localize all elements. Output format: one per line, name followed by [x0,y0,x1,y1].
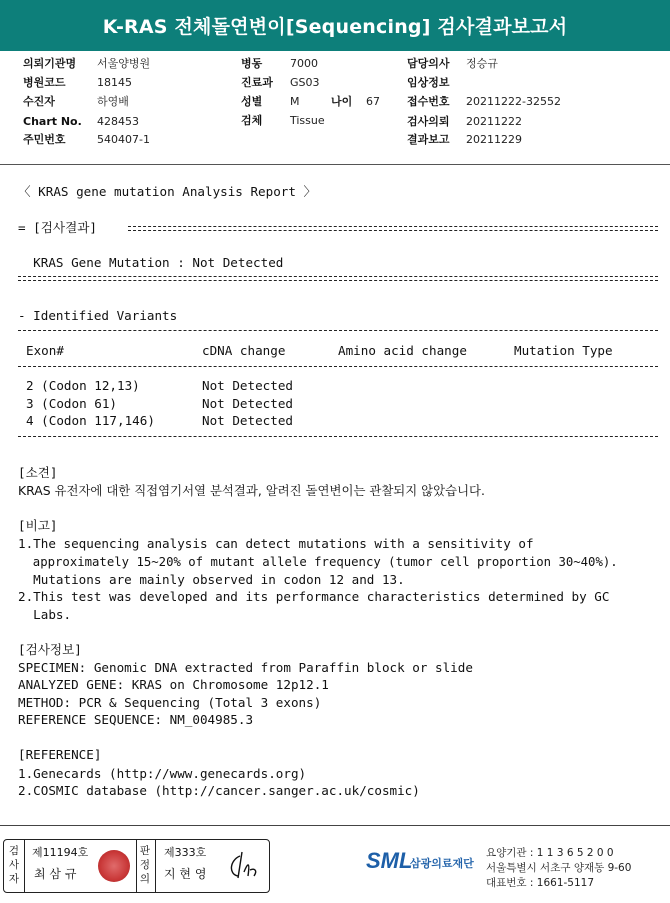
remark-line: Mutations are mainly observed in codon 12 and 13. [18,572,405,587]
patient-value: 하영배 [97,95,129,108]
table-bottom-rule [18,436,658,437]
org-address: 서울특별시 서초구 양재동 9-60 [486,862,632,874]
sml-logo: SML [366,848,413,873]
resident-no-value: 540407-1 [97,133,150,146]
table-row-exon: 2 (Codon 12,13) [26,378,140,393]
org-phone: 대표번호 : 1661-5117 [486,877,595,889]
ward-label: 병동 [241,57,263,70]
result-section-heading: = [검사결과] [18,220,105,235]
remark-line: approximately 15~20% of mutant allele frequency (tumor cell proportion 30~40%). [18,555,618,569]
specimen-value: Tissue [290,114,325,127]
title-bar [0,0,670,51]
opinion-text: KRAS 유전자에 대한 직접염기서열 분석결과, 알려진 돌연변이는 관찰되지 않았습니다. [18,483,485,498]
chart-no-value: 428453 [97,115,139,128]
age-value: 67 [366,95,380,108]
header-exon: Exon# [26,343,64,358]
table-top-rule [18,330,658,331]
report-heading: 〈 KRAS gene mutation Analysis Report 〉 [18,184,317,199]
result-line: KRAS Gene Mutation : Not Detected [18,255,284,270]
test-info-line: METHOD: PCR & Sequencing (Total 3 exons) [18,695,322,710]
checker-license-no: 제333호 [164,846,207,859]
organization-name: 삼광의료재단 [410,857,474,870]
resident-no-label: 주민번호 [23,133,66,146]
specimen-label: 검체 [241,114,263,127]
test-info-line: REFERENCE SEQUENCE: NM_004985.3 [18,712,254,727]
table-row-cdna: Not Detected [202,378,293,393]
reference-line: 1.Genecards (http://www.genecards.org) [18,766,307,781]
inspector-seal [98,850,130,882]
result-section-rule [128,226,658,231]
reference-heading: [REFERENCE] [18,747,102,762]
receipt-no-value: 20211222-32552 [466,95,561,108]
report-title: K-RAS 전체돌연변이[Sequencing] 검사결과보고서 [102,16,568,38]
department-value: GS03 [290,76,320,89]
table-row-cdna: Not Detected [202,413,293,428]
test-info-heading: [검사정보] [18,642,82,657]
sex-label: 성별 [241,95,263,108]
hospital-code-label: 병원코드 [23,76,66,89]
checker-name: 지 현 영 [164,867,207,881]
institution-value: 서울양병원 [97,57,151,70]
divider [24,840,25,892]
opinion-heading: [소견] [18,465,58,480]
remark-line: 2.This test was developed and its performance characteristics determined by GC [18,589,610,604]
sex-value: M [290,95,300,108]
chart-no-label: Chart No. [23,115,82,128]
table-row-exon: 3 (Codon 61) [26,396,117,411]
reference-line: 2.COSMIC database (http://cancer.sanger.ac.uk/cosmic) [18,783,420,798]
header-cdna: cDNA change [202,343,286,358]
footer [0,825,670,903]
variants-heading: - Identified Variants [18,308,178,323]
ward-value: 7000 [290,57,318,70]
test-info-line: SPECIMEN: Genomic DNA extracted from Paraffin block or slide [18,660,473,675]
hospital-code-value: 18145 [97,76,132,89]
signature-box [3,839,270,893]
divider [155,840,156,892]
test-info-line: ANALYZED GENE: KRAS on Chromosome 12p12.1 [18,677,329,692]
header-divider [0,164,670,165]
patient-label: 수진자 [23,95,55,108]
checker-signature [224,848,264,884]
request-date-label: 검사의뢰 [407,115,450,128]
request-date-value: 20211222 [466,115,522,128]
inspector-label: 검사자 [8,845,20,885]
remark-line: Labs. [18,607,72,622]
remarks-heading: [비고] [18,518,58,533]
physician-label: 담당의사 [407,57,450,70]
result-bottom-rule [18,276,658,281]
table-row-exon: 4 (Codon 117,146) [26,413,155,428]
inspector-license-no: 제11194호 [32,846,89,859]
report-date-value: 20211229 [466,133,522,146]
patient-info-header [0,51,670,163]
table-row-cdna: Not Detected [202,396,293,411]
header-amino-acid: Amino acid change [338,343,467,358]
header-mutation-type: Mutation Type [514,343,613,358]
department-label: 진료과 [241,76,273,89]
institution-label: 의뢰기관명 [23,57,77,70]
report-date-label: 결과보고 [407,133,450,146]
receipt-no-label: 접수번호 [407,95,450,108]
table-header-rule [18,366,658,367]
remark-line: 1.The sequencing analysis can detect mutations with a sensitivity of [18,536,534,551]
clinical-info-label: 임상정보 [407,76,450,89]
divider [136,840,137,892]
age-label: 나이 [331,95,353,108]
checker-label: 판정의 [139,845,151,885]
physician-value: 정승규 [466,57,498,70]
org-institution-no: 요양기관 : 1 1 3 6 5 2 0 0 [486,847,614,859]
inspector-name: 최 삼 규 [34,867,77,881]
